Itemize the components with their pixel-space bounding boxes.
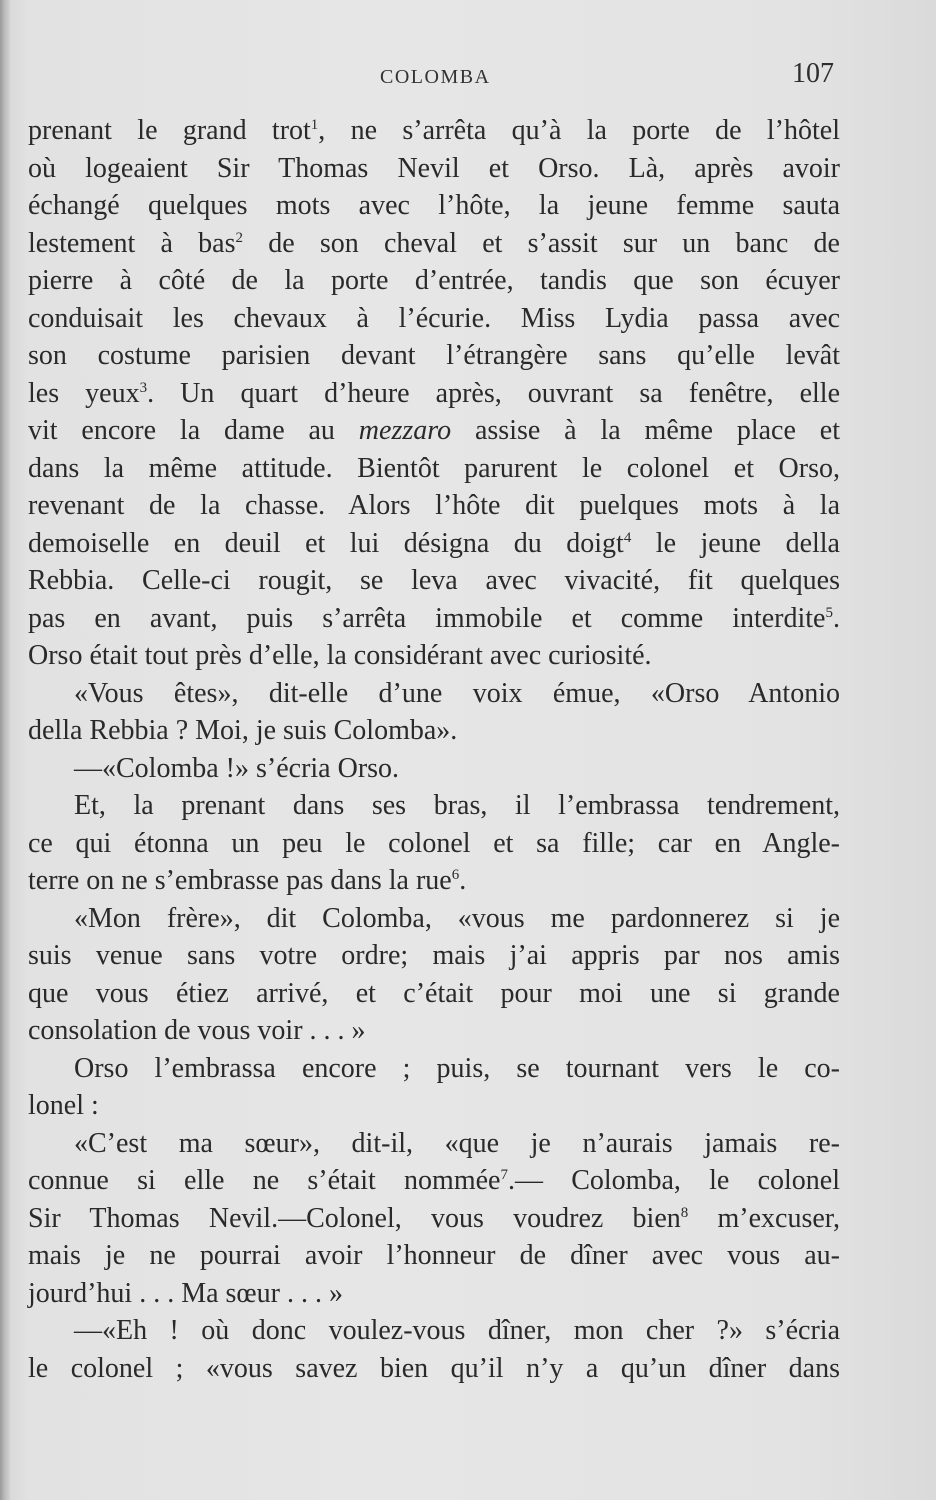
text-line — [28, 375, 840, 413]
text-run: Orso était tout près d’elle, la considérant avec curiosité. — [28, 640, 652, 671]
text-line — [28, 412, 840, 450]
text-run: Et, la prenant dans ses bras, il l’embrassa tendrement, — [74, 790, 840, 821]
text-run: que vous étiez arrivé, et c’était pour moi une si grande — [28, 977, 840, 1009]
text-line — [28, 1312, 840, 1350]
text-run: prenant le grand trot — [28, 115, 311, 146]
text-run: ce qui étonna un peu le colonel et sa fille; car en Angle- — [28, 827, 840, 859]
text-run: . — [459, 865, 467, 896]
text-run: le colonel ; «vous savez bien qu’il n’y a qu’un dîner dans — [28, 1352, 840, 1384]
text-run: demoiselle en deuil et lui désigna du doigt — [28, 527, 624, 559]
text-run: —«Eh ! où donc voulez-vous dîner, mon cher ?» s’écria — [74, 1315, 840, 1346]
text-line — [28, 487, 840, 525]
text-run: pas en avant, puis s’arrêta immobile et comme interdite — [28, 602, 826, 634]
text-line — [28, 187, 840, 225]
text-line — [28, 525, 840, 563]
italic-word: mezzaro — [358, 415, 452, 446]
text-run: les yeux — [28, 377, 140, 409]
footnote-marker: 6 — [451, 867, 460, 883]
text-run: lonel : — [28, 1090, 99, 1121]
page-spine-edge — [0, 0, 10, 1500]
text-line — [28, 900, 840, 938]
text-run: échangé quelques mots avec l’hôte, la jeune femme sauta — [28, 190, 840, 221]
text-run: .— Colomba, le colonel — [507, 1165, 840, 1196]
text-run: le jeune della — [631, 527, 840, 559]
text-line — [28, 1087, 840, 1125]
text-line — [28, 562, 840, 600]
text-run: conduisait les chevaux à l’écurie. Miss Lydia passa avec — [28, 302, 840, 334]
text-run: della Rebbia ? Moi, je suis Colomba». — [28, 715, 458, 746]
text-run: mais je ne pourrai avoir l’honneur de dîner avec vous au- — [28, 1240, 840, 1271]
text-run: . Un quart d’heure après, ouvrant sa fenêtre, elle — [147, 377, 841, 409]
text-run: m’excuser, — [688, 1202, 840, 1234]
page-number: 107 — [792, 58, 834, 89]
text-line — [28, 337, 840, 375]
footnote-marker: 1 — [310, 117, 319, 133]
text-line — [28, 600, 840, 638]
text-line — [28, 1050, 840, 1088]
body-text — [28, 112, 840, 1387]
text-line — [28, 1125, 840, 1163]
text-run: «Mon frère», dit Colomba, «vous me pardonnerez si je — [74, 902, 840, 934]
text-line — [28, 262, 840, 300]
text-run: Orso l’embrassa encore ; puis, se tournant vers le co- — [74, 1052, 840, 1084]
text-run: suis venue sans votre ordre; mais j’ai appris par nos amis — [28, 940, 840, 971]
footnote-marker: 3 — [139, 379, 148, 396]
text-run: . — [833, 602, 840, 634]
running-title: COLOMBA — [380, 66, 491, 88]
text-line — [28, 750, 840, 788]
text-line — [28, 975, 840, 1013]
text-line — [28, 300, 840, 338]
text-line — [28, 450, 840, 488]
text-run: dans la même attitude. Bientôt parurent le colonel et Orso, — [28, 452, 840, 484]
text-line — [28, 825, 840, 863]
text-line — [28, 150, 840, 188]
text-run: revenant de la chasse. Alors l’hôte dit puelques mots à la — [28, 490, 840, 521]
text-run: pierre à côté de la porte d’entrée, tandis que son écuyer — [28, 265, 840, 296]
text-run: son costume parisien devant l’étrangère sans qu’elle levât — [28, 340, 840, 371]
text-run: terre on ne s’embrasse pas dans la rue — [28, 865, 452, 896]
text-line — [28, 712, 840, 750]
running-header — [0, 58, 936, 98]
footnote-marker: 4 — [623, 529, 632, 546]
text-line — [28, 112, 840, 150]
text-line — [28, 1237, 840, 1275]
text-run: —«Colomba !» s’écria Orso. — [74, 752, 400, 784]
footnote-marker: 7 — [500, 1167, 508, 1183]
text-line — [28, 1012, 840, 1050]
footnote-marker: 8 — [680, 1204, 689, 1221]
footnote-marker: 2 — [235, 229, 243, 246]
text-line — [28, 1200, 840, 1238]
footnote-marker: 5 — [825, 604, 833, 621]
text-line — [28, 862, 840, 900]
text-line — [28, 787, 840, 825]
text-run: Sir Thomas Nevil.—Colonel, vous voudrez bien — [28, 1202, 681, 1234]
text-run: Rebbia. Celle-ci rougit, se leva avec vivacité, fit quelques — [28, 565, 840, 596]
text-run: consolation de vous voir . . . » — [28, 1015, 366, 1046]
text-line — [28, 1350, 840, 1388]
text-run: où logeaient Sir Thomas Nevil et Orso. Là, après avoir — [28, 152, 840, 184]
text-run: vit encore la dame au — [28, 415, 359, 446]
text-line — [28, 637, 840, 675]
text-line — [28, 937, 840, 975]
text-run: assise à la même place et — [451, 415, 840, 446]
text-line — [28, 225, 840, 263]
text-run: de son cheval et s’assit sur un banc de — [242, 227, 840, 259]
text-line — [28, 1162, 840, 1200]
text-run: , ne s’arrêta qu’à la porte de l’hôtel — [318, 115, 840, 146]
text-run: lestement à bas — [28, 227, 236, 259]
text-run: «C’est ma sœur», dit-il, «que je n’aurais jamais re- — [74, 1127, 840, 1159]
text-run: jourd’hui . . . Ma sœur . . . » — [28, 1277, 343, 1309]
text-run: «Vous êtes», dit-elle d’une voix émue, «Orso Antonio — [74, 677, 840, 709]
text-run: connue si elle ne s’était nommée — [28, 1165, 501, 1196]
text-line — [28, 675, 840, 713]
text-line — [28, 1275, 840, 1313]
